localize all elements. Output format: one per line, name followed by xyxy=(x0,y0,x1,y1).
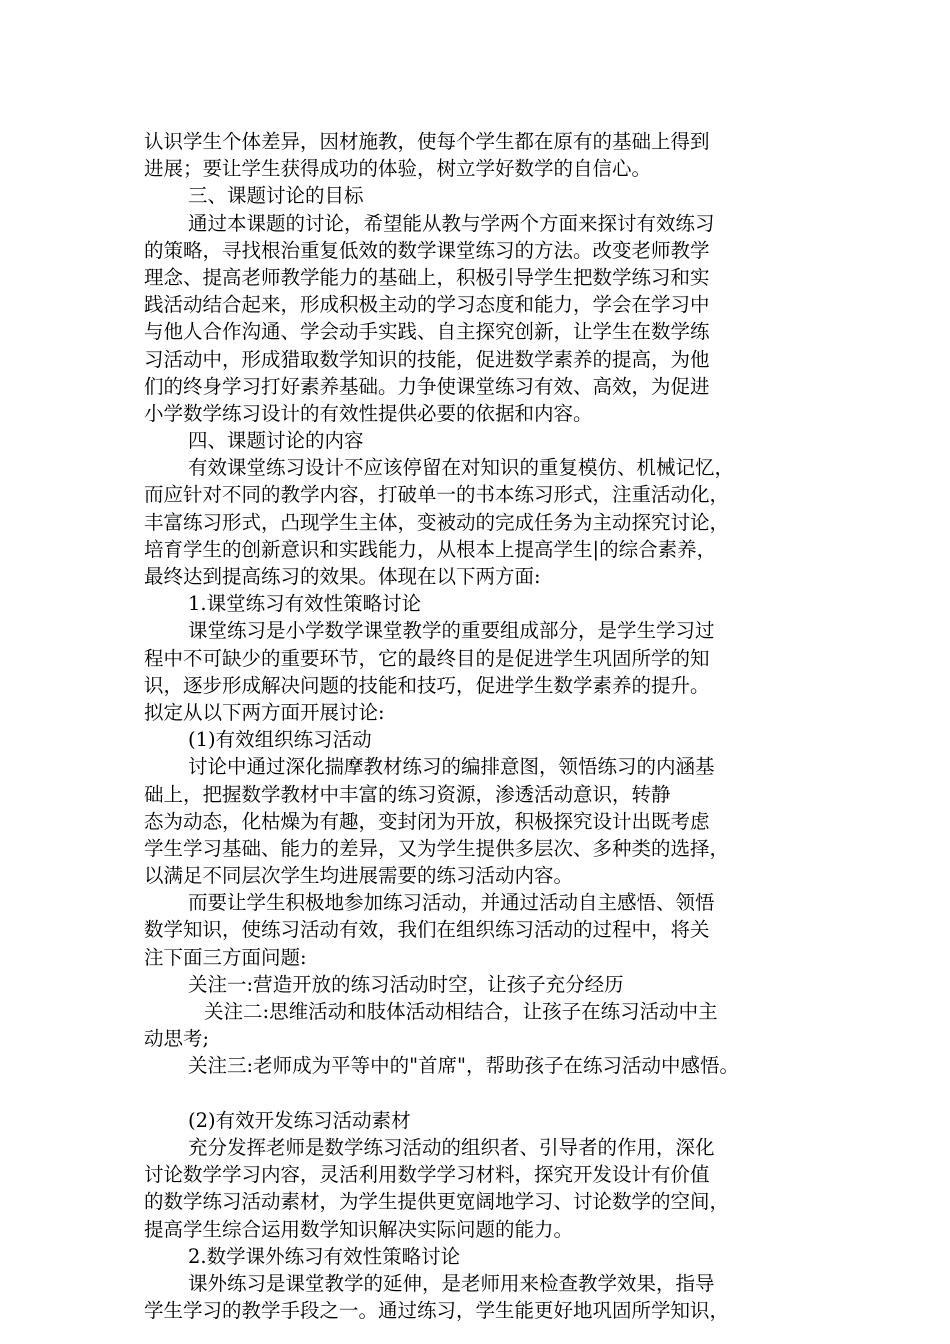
text-line: 小学数学练习设计的有效性提供必要的依据和内容。 xyxy=(144,401,593,425)
text-line: 认识学生个体差异，因材施教，使每个学生都在原有的基础上得到 xyxy=(144,130,710,153)
text-line: 培育学生的创新意识和实践能力，从根本上提高学生|的综合素养， xyxy=(144,537,717,561)
text-line: 进展；要让学生获得成功的体验，树立学好数学的自信心。 xyxy=(144,157,652,181)
focus-item: 关注二:思维活动和肢体活动相结合，让孩子在练习活动中主 xyxy=(204,1000,718,1023)
text-line: 础上，把握数学教材中丰富的练习资源，渗透活动意识，转静 xyxy=(144,782,671,806)
text-line: 识，逐步形成解决问题的技能和技巧，促进学生数学素养的提升。 xyxy=(144,673,710,697)
text-line: 学生学习基础、能力的差异，又为学生提供多层次、多种类的选择， xyxy=(144,836,730,860)
text-line: 充分发挥老师是数学练习活动的组织者、引导者的作用，深化 xyxy=(188,1135,715,1159)
text-line: 理念、提高老师教学能力的基础上，积极引导学生把数学练习和实 xyxy=(144,265,710,289)
text-line: 而要让学生积极地参加练习活动，并通过活动自主感悟、领悟 xyxy=(188,891,715,915)
section-heading: 四、课题讨论的内容 xyxy=(188,429,364,453)
text-line: 注下面三方面问题: xyxy=(144,945,307,969)
text-line: 动思考; xyxy=(144,1027,210,1051)
text-line: 态为动态，化枯燥为有趣，变封闭为开放，积极探究设计出既考虑 xyxy=(144,809,710,833)
text-line: 以满足不同层次学生均进展需要的练习活动内容。 xyxy=(144,864,574,888)
subsection-heading: 1.课堂练习有效性策略讨论 xyxy=(188,592,422,616)
text-line: 程中不可缺少的重要环节，它的最终目的是促进学生巩固所学的知 xyxy=(144,646,710,670)
text-line: 的策略，寻找根治重复低效的数学课堂练习的方法。改变老师教学 xyxy=(144,238,710,262)
text-line: 最终达到提高练习的效果。体现在以下两方面: xyxy=(144,565,541,588)
text-line: 讨论中通过深化揣摩教材练习的编排意图，领悟练习的内涵基 xyxy=(188,755,715,779)
subsection-heading: (2)有效开发练习活动素材 xyxy=(188,1108,411,1132)
text-line: 习活动中，形成猎取数学知识的技能，促进数学素养的提高，为他 xyxy=(144,347,710,371)
subsection-heading: 2.数学课外练习有效性策略讨论 xyxy=(188,1244,461,1268)
text-line: 有效课堂练习设计不应该停留在对知识的重复模仿、机械记忆， xyxy=(188,456,735,480)
text-line: 提高学生综合运用数学知识解决实际问题的能力。 xyxy=(144,1217,574,1241)
document-page xyxy=(144,128,824,1324)
text-line: 拟定从以下两方面开展讨论: xyxy=(144,700,385,724)
focus-item: 关注三:老师成为平等中的"首席"，帮助孩子在练习活动中感悟。 xyxy=(188,1054,740,1078)
subsection-heading: (1)有效组织练习活动 xyxy=(188,728,372,752)
text-line: 们的终身学习打好素养基础。力争使课堂练习有效、高效，为促进 xyxy=(144,374,710,398)
text-line: 课堂练习是小学数学课堂教学的重要组成部分，是学生学习过 xyxy=(188,619,715,643)
text-line: 的数学练习活动素材，为学生提供更宽阔地学习、讨论数学的空间， xyxy=(144,1190,730,1214)
section-heading: 三、课题讨论的目标 xyxy=(188,184,364,208)
text-line: 而应针对不同的教学内容，打破单一的书本练习形式，注重活动化， xyxy=(144,483,730,507)
text-line: 数学知识，使练习活动有效，我们在组织练习活动的过程中，将关 xyxy=(144,918,710,942)
text-line: 与他人合作沟通、学会动手实践、自主探究创新，让学生在数学练 xyxy=(144,320,710,344)
blank-line xyxy=(144,1080,824,1107)
text-line: 课外练习是课堂教学的延伸，是老师用来检查教学效果，指导 xyxy=(188,1271,715,1295)
focus-item: 关注一:营造开放的练习活动时空，让孩子充分经历 xyxy=(188,972,624,996)
text-line: 丰富练习形式，凸现学生主体，变被动的完成任务为主动探究讨论， xyxy=(144,510,730,534)
text-line: 学生学习的教学手段之一。通过练习，学生能更好地巩固所学知识， xyxy=(144,1299,730,1323)
text-line: 践活动结合起来，形成积极主动的学习态度和能力，学会在学习中 xyxy=(144,293,710,317)
text-line: 讨论数学学习内容，灵活利用数学学习材料，探究开发设计有价值 xyxy=(144,1163,710,1187)
text-line: 通过本课题的讨论，希望能从教与学两个方面来探讨有效练习 xyxy=(188,211,715,235)
